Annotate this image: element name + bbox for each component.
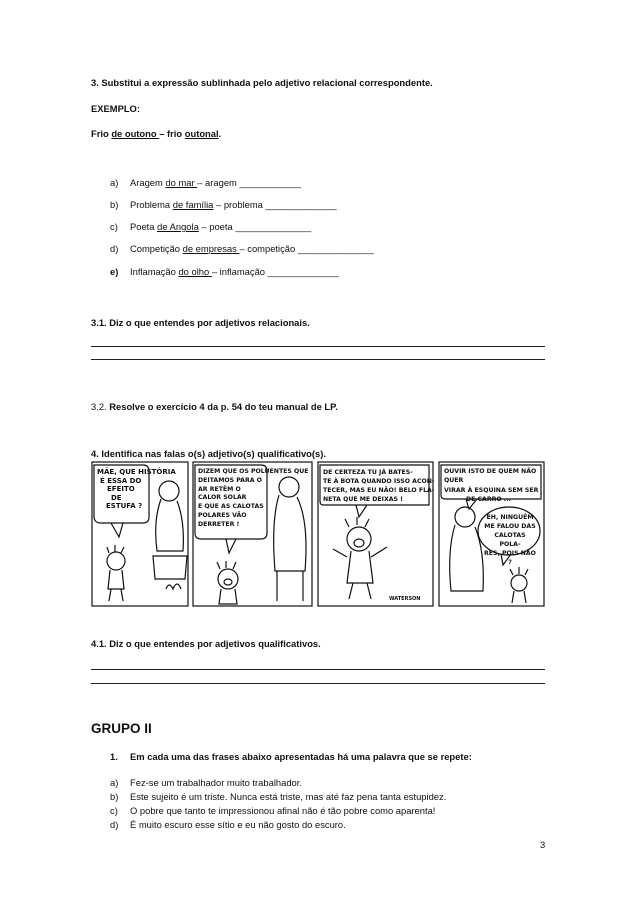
example-post: . [218,128,222,139]
answer-line[interactable] [91,669,545,670]
answer-blank[interactable]: _____________ [239,177,301,188]
answer-line[interactable] [91,359,545,360]
page-number: 3 [540,839,546,850]
item-text: Problema de família – problema _______________ [130,199,337,210]
answer-line[interactable] [91,346,545,347]
item-letter: c) [110,805,118,816]
example-label: EXEMPLO: [91,103,140,114]
question-3-title: 3. Substitui a expressão sublinhada pelo adjetivo relacional correspondente. [91,77,433,88]
panel-2-balloon: DIZEM QUE OS POLUENTES QUE DEITAMOS PARA O AR RETÊM O CALOR SOLAR E QUE AS CALOTAS POLARES VÃO DERRETER ! [198,468,309,528]
answer-line[interactable] [91,683,545,684]
answer-blank[interactable]: ________________ [235,221,311,232]
sentence-text: Fez-se um trabalhador muito trabalhador. [130,777,302,788]
answer-blank[interactable]: _______________ [267,266,339,277]
answer-blank[interactable]: ________________ [297,243,374,254]
question-4-title: 4. Identifica nas falas o(s) adjetivo(s) qualificativo(s). [91,448,326,459]
item-letter: d) [110,243,119,254]
item-letter: e) [110,266,119,277]
group-2-q1-number: 1. [110,751,118,762]
item-text: Competição de empresas – competição ________________ [130,243,374,254]
item-letter: b) [110,199,119,210]
example-pre: Frio [91,128,112,139]
item-letter: d) [110,819,119,830]
item-letter: b) [110,791,119,802]
calvin-comic-strip [91,461,545,607]
panel-3-balloon: DE CERTEZA TU JÁ BATES- TE À BOTA QUANDO ISSO ACON- TECER, MAS EU NÃO! BELO FLA- NETA QUE ME DEIXAS ! [323,469,435,503]
example-mid: – frio [159,128,185,139]
answer-blank[interactable]: _______________ [265,199,337,210]
example-underlined-2: outonal [184,128,219,139]
item-text: Poeta de Angola – poeta ________________ [130,221,311,232]
item-letter: a) [110,777,119,788]
question-3-2-number: 3.2. [91,401,110,412]
group-2-q1-text: Em cada uma das frases abaixo apresentadas há uma palavra que se repete: [130,751,472,762]
question-4-1-title: 4.1. Diz o que entendes por adjetivos qualificativos. [91,638,321,649]
item-letter: a) [110,177,119,188]
sentence-text: O pobre que tanto te impressionou afinal não é tão pobre como aparenta! [130,805,436,816]
question-3-2-text: Resolve o exercício 4 da p. 54 do teu manual de LP. [109,401,338,412]
item-text: Aragem do mar – aragem _____________ [130,177,301,188]
sentence-text: É muito escuro esse sítio e eu não gosto do escuro. [130,819,346,830]
question-3-1-title: 3.1. Diz o que entendes por adjetivos relacionais. [91,317,310,328]
panel-4-balloon-mother: OUVIR ISTO DE QUEM NÃO QUER VIRAR À ESQUINA SEM SER DE CARRO ... [444,468,539,504]
comic-signature: WATERSON [389,596,421,602]
example-line [91,128,221,140]
item-text: Inflamação do olho – inflamação _______________ [130,266,339,277]
question-3-2 [91,401,338,413]
example-underlined-1: de outono [111,128,160,139]
panel-4-balloon-calvin: EH, NINGUÉM ME FALOU DAS CALOTAS POLA- RES, POIS NÃO ? [484,514,536,566]
panel-1-balloon: MÃE, QUE HISTÓRIA É ESSA DO EFEITO DE ESTUFA ? [97,468,176,511]
item-letter: c) [110,221,118,232]
group-2-heading: GRUPO II [91,721,152,736]
sentence-text: Este sujeito é um triste. Nunca está triste, mas até faz pena tanta estupidez. [130,791,447,802]
